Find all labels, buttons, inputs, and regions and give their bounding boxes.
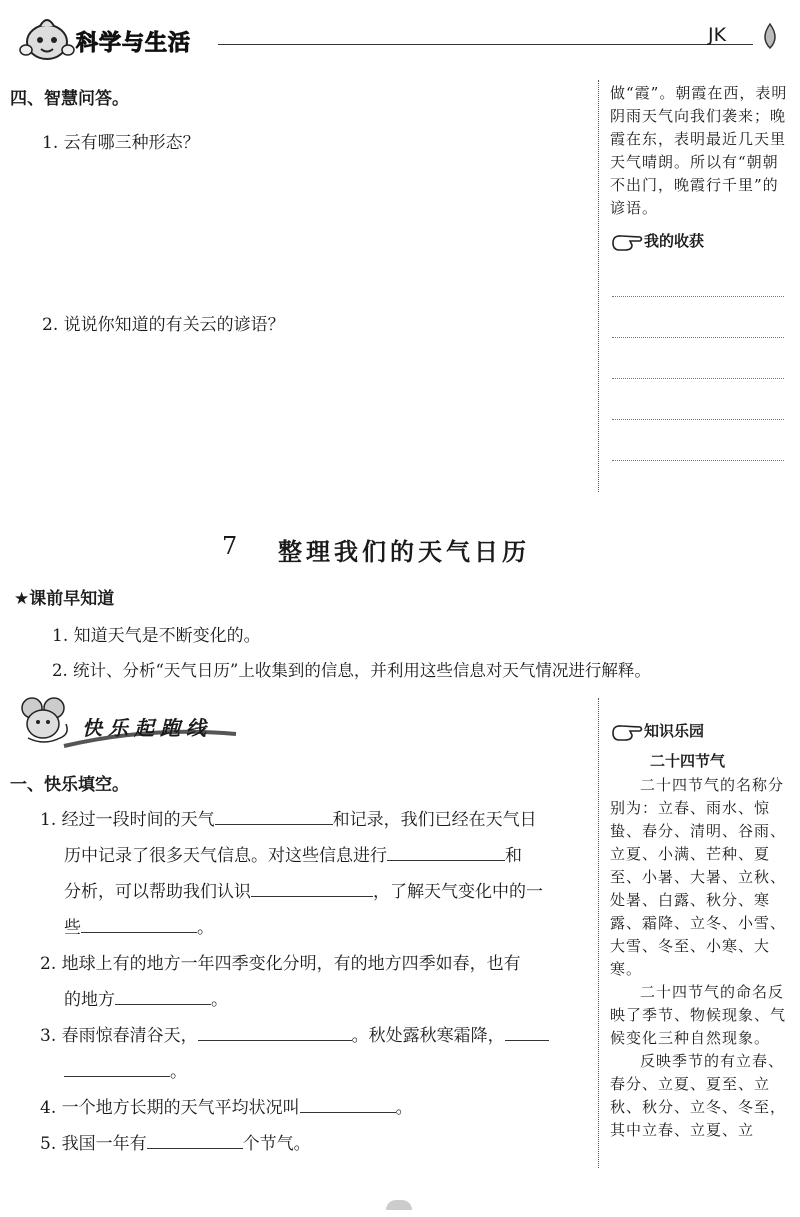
q2-text-c: 。 <box>211 990 228 1010</box>
header-code: JK <box>708 24 727 46</box>
question-5 <box>40 1126 590 1162</box>
q1-text-f: ，了解天气变化中的一 <box>373 882 543 902</box>
happy-line-label: 快乐起跑线 <box>82 716 212 740</box>
blank-q3-solar-terms-b[interactable] <box>505 1022 549 1041</box>
harvest-line-4[interactable] <box>612 419 784 420</box>
q5-text-a: 5. 我国一年有 <box>40 1134 147 1154</box>
q4-text-b: 。 <box>395 1098 413 1118</box>
q3-text-c: 。 <box>170 1062 187 1082</box>
question-3-line-1 <box>40 1018 590 1054</box>
blank-q5-number[interactable] <box>147 1130 243 1149</box>
part-one-title: 一、快乐填空。 <box>10 775 129 795</box>
question-1-line-1 <box>40 802 590 838</box>
pointing-hand-icon <box>610 231 644 253</box>
q1-text-c: 历中记录了很多天气信息。对这些信息进行 <box>64 846 387 866</box>
pointing-hand-icon <box>610 721 644 743</box>
q1-text-g: 些 <box>64 918 81 938</box>
page-footer-mark <box>386 1200 412 1210</box>
q1-text-e: 分析，可以帮助我们认识 <box>64 882 251 902</box>
header-rule <box>218 44 753 45</box>
knowledge-label: 知识乐园 <box>644 722 705 740</box>
side-note-text: 做“霞”。朝霞在西，表明阴雨天气向我们袭来；晚霞在东，表明最近几天里天气晴朗。所以有“朝朝不出门，晚霞行千里”的谚语。 <box>610 84 788 217</box>
question-2-line-1 <box>40 946 590 982</box>
header-mascot-icon <box>18 12 76 64</box>
blank-q3-solar-terms-a[interactable] <box>198 1022 352 1041</box>
question-1-line-3 <box>40 874 590 910</box>
knowledge-paragraph-3: 反映季节的有立春、春分、立夏、夏至、立秋、秋分、立冬、冬至，其中立春、立夏、立 <box>610 1052 787 1139</box>
q1-text-b: 和记录，我们已经在天气日 <box>332 810 537 830</box>
part-four-title: 四、智慧问答。 <box>10 89 129 109</box>
q2-text-b: 的地方 <box>64 990 115 1010</box>
q1-text-d: 和 <box>505 846 522 866</box>
fill-blank-questions <box>40 802 590 1162</box>
q3-text-a: 3. 春雨惊春清谷天， <box>40 1026 198 1046</box>
harvest-line-1[interactable] <box>612 296 784 297</box>
harvest-heading <box>610 230 704 253</box>
knowledge-title: 二十四节气 <box>650 752 726 770</box>
knowledge-paragraph-1: 二十四节气的名称分别为：立春、雨水、惊蛰、春分、清明、谷雨、立夏、小满、芒种、夏至、小暑、大暑、立秋、处暑、白露、秋分、寒露、霜降、立冬、小雪、大雪、冬至、小寒、大寒。 <box>610 776 787 978</box>
q2-text-a: 2. 地球上有的地方一年四季变化分明，有的地方四季如春，也有 <box>40 954 521 974</box>
question-1-line-2 <box>40 838 590 874</box>
harvest-line-5[interactable] <box>612 460 784 461</box>
question-2-line-2 <box>40 982 590 1018</box>
q5-text-b: 个节气。 <box>242 1134 311 1154</box>
preview-heading: ★课前早知道 <box>14 589 115 609</box>
blank-q4-climate[interactable] <box>300 1094 396 1113</box>
question-1-line-4 <box>40 910 590 946</box>
knowledge-heading <box>610 720 704 743</box>
q4-text-a: 4. 一个地方长期的天气平均状况叫 <box>40 1098 300 1118</box>
column-divider-top <box>598 80 599 492</box>
q1-text-h: 。 <box>197 918 214 938</box>
brand-title: 科学与生活 <box>76 31 192 56</box>
preview-item-1: 1. 知道天气是不断变化的。 <box>52 626 261 646</box>
question-cloud-proverbs: 2. 说说你知道的有关云的谚语？ <box>42 315 285 335</box>
question-3-line-2 <box>40 1054 590 1090</box>
blank-q1-observation[interactable] <box>215 806 333 825</box>
knowledge-body <box>610 774 788 1142</box>
side-note-clouds <box>610 82 788 220</box>
blank-q1-patterns[interactable] <box>81 914 197 933</box>
lesson-title: 整理我们的天气日历 <box>278 538 530 566</box>
blank-q1-statistics[interactable] <box>387 842 505 861</box>
blank-q2-seasons[interactable] <box>115 986 211 1005</box>
harvest-label: 我的收获 <box>644 232 705 250</box>
header-drop-icon <box>758 22 782 50</box>
q3-text-b: 。秋处露秋寒霜降， <box>351 1026 505 1046</box>
question-clouds-forms: 1. 云有哪三种形态？ <box>42 133 200 153</box>
question-4 <box>40 1090 590 1126</box>
q1-text-a: 1. 经过一段时间的天气 <box>40 810 215 830</box>
column-divider-bottom <box>598 698 599 1168</box>
blank-q1-recognize[interactable] <box>251 878 373 897</box>
preview-item-2: 2. 统计、分析“天气日历”上收集到的信息，并利用这些信息对天气情况进行解释。 <box>52 661 651 680</box>
lesson-number: 7 <box>222 532 238 560</box>
blank-q3-solar-terms-c[interactable] <box>64 1058 170 1077</box>
knowledge-paragraph-2: 二十四节气的命名反映了季节、物候现象、气候变化三种自然现象。 <box>610 983 787 1047</box>
harvest-line-2[interactable] <box>612 337 784 338</box>
harvest-line-3[interactable] <box>612 378 784 379</box>
